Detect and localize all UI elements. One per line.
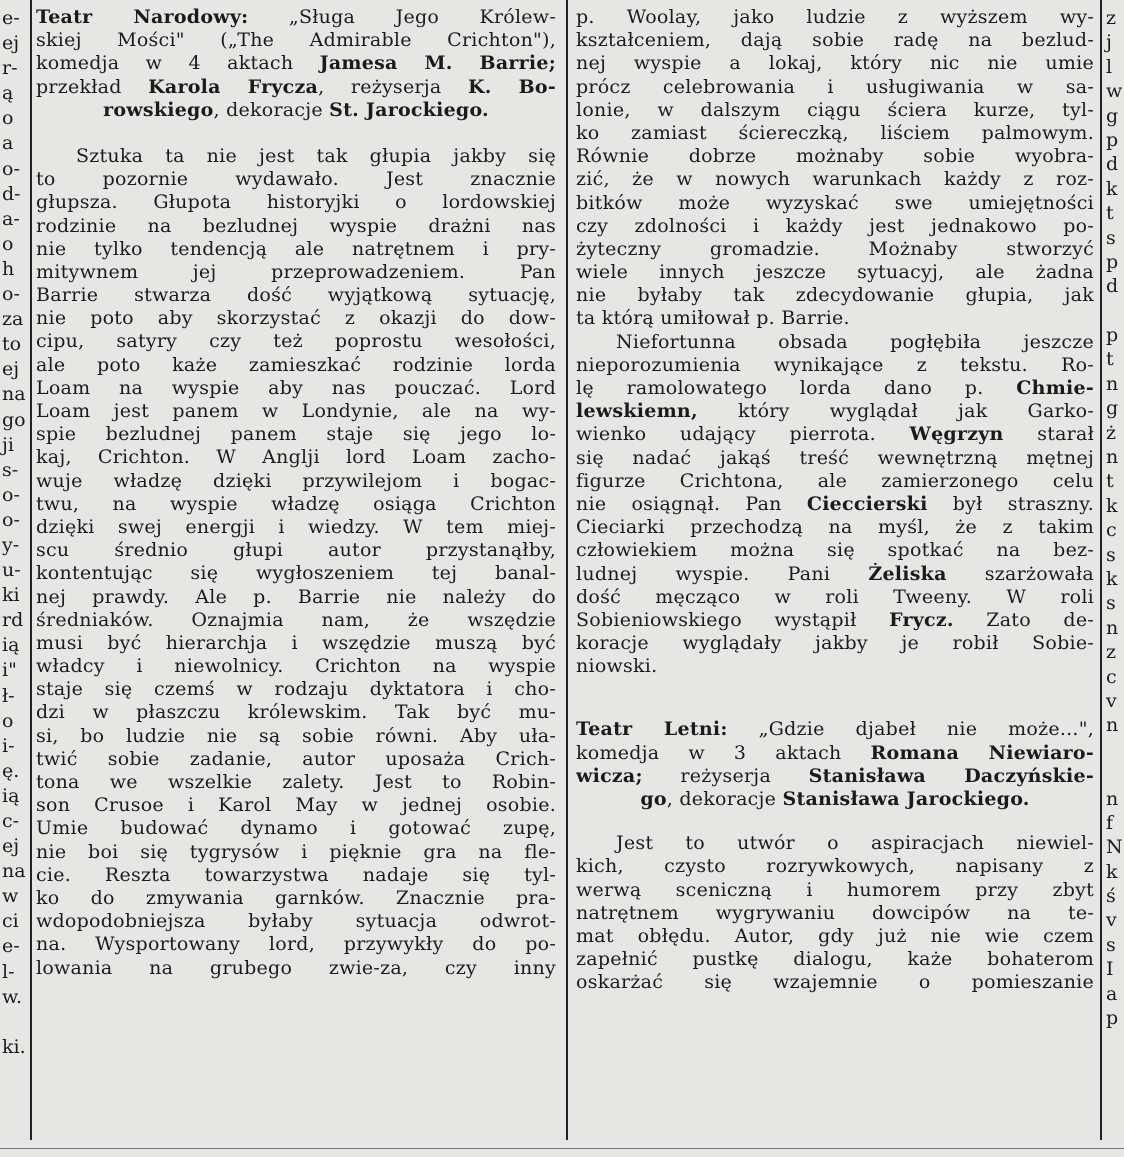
review-heading-narodowy <box>36 6 556 122</box>
text-line: tona we wszelkie zalety. Jest to Robin- <box>36 771 556 793</box>
text-run: reżyserja <box>642 764 809 787</box>
fragment-line: k <box>1106 567 1118 590</box>
fragment-line: v <box>1106 689 1117 712</box>
fragment-line: ą <box>2 82 14 105</box>
text-line: ko do zmywania garnków. Znacznie pra- <box>36 886 556 909</box>
text-run: który wyglądał jak Garko- <box>697 400 1094 423</box>
fragment-line: a <box>2 132 14 155</box>
text-line: Barrie stwarza dość wyjątkową sytuację, <box>36 284 556 307</box>
text-run: skiej Mości" („The Admirable Crichton"), <box>36 29 556 52</box>
fragment-line: z <box>1106 641 1117 664</box>
text-line <box>576 563 1094 586</box>
text-run: wienko udający pierrota. <box>576 423 910 446</box>
fragment-line: g <box>1106 104 1119 127</box>
fragment-line: ią <box>2 634 20 657</box>
fragment-line: w <box>2 885 19 908</box>
fragment-line: ci <box>2 910 19 933</box>
fragment-line: I <box>1106 958 1114 981</box>
text-line <box>36 76 556 99</box>
text-line: nie byłaby tak zdecydowanie głupia, jak <box>576 284 1094 307</box>
text-line <box>576 765 1094 788</box>
text-line: lonie, w dalszym ciągu ściera kurze, tyl- <box>576 98 1094 121</box>
fragment-line: d <box>1106 275 1119 298</box>
text-run: lę ramolowatego lorda dano p. <box>576 377 1017 399</box>
text-line: nie poto aby skorzystać z okazji do dow- <box>36 307 556 330</box>
text-line: dzięki swej energji i wiedzy. W tem miej- <box>36 515 556 538</box>
text-line <box>36 6 556 29</box>
fragment-line: o- <box>2 508 20 531</box>
text-line: kształceniem, dają sobie radę na bezlud- <box>576 29 1094 52</box>
text-line: władcy i niewolnicy. Crichton na wyspie <box>36 655 556 678</box>
fragment-line: c- <box>2 810 20 832</box>
fragment-line: o- <box>2 283 20 306</box>
fragment-line: i- <box>2 734 15 757</box>
fragment-line: rd <box>2 609 24 632</box>
bold-run: Romana Niewiaro- <box>870 741 1094 764</box>
text-run: starał <box>1003 423 1094 446</box>
text-run: człowiekiem można się spotkać na bez- <box>576 539 1094 562</box>
text-line: bitków może wyzyskać swe umiejętności <box>576 191 1094 214</box>
text-line: Umie budować dynamo i gotować zupę, <box>36 817 556 840</box>
text-line <box>576 400 1094 423</box>
fragment-line: s <box>1106 543 1116 566</box>
text-line: Sztuka ta nie jest tak głupia jakby się <box>76 144 556 167</box>
fragment-line: t <box>1106 348 1114 371</box>
text-line <box>576 586 1094 609</box>
text-run: nie osiągnął. Pan <box>576 492 807 515</box>
bold-run: Frycz. <box>889 608 954 631</box>
bold-run: Jamesa M. Barrie; <box>319 52 556 75</box>
text-line <box>576 377 1094 400</box>
text-line <box>576 470 1094 493</box>
fragment-line: n <box>1106 372 1119 395</box>
fragment-line: r- <box>2 57 18 80</box>
text-run: komedja w 3 aktach <box>576 741 871 764</box>
text-line <box>576 447 1094 470</box>
text-line: son Crusoe i Karol May w jednej osobie. <box>36 794 556 817</box>
fragment-line: go <box>2 408 26 431</box>
text-run: komedja w 4 aktach <box>36 52 320 75</box>
text-line <box>576 354 1094 377</box>
text-run: „Sługa Jego Królew- <box>248 6 556 28</box>
fragment-line: d- <box>2 182 21 205</box>
fragment-line: k <box>1106 494 1118 517</box>
text-line: natrętnem wygrywaniu dowcipów na te- <box>576 901 1094 924</box>
fragment-line: ki <box>2 584 20 607</box>
fragment-line: l- <box>2 960 15 983</box>
bold-run: Teatr Letni: <box>576 718 728 741</box>
text-line: ko zamiast ściereczką, liściem palmowym. <box>576 121 1094 144</box>
text-line <box>576 493 1094 516</box>
bold-run: St. Jarockiego. <box>329 98 489 121</box>
fragment-line: w. <box>2 985 23 1008</box>
fragment-line: o <box>2 107 14 130</box>
text-line <box>36 29 556 52</box>
text-line: oskarżać się wzajemnie o pomieszanie <box>576 971 1094 994</box>
text-line <box>576 516 1094 539</box>
bold-run: Węgrzyn <box>909 423 1004 446</box>
column-rule-middle <box>566 0 568 1140</box>
fragment-line: d <box>1106 153 1119 176</box>
fragment-line: N <box>1106 836 1123 859</box>
text-line: nie boi się tygrysów i pięknie gra na fle- <box>36 840 556 863</box>
fragment-line: ią <box>2 784 20 807</box>
review-body-letni <box>576 832 1094 994</box>
text-line: prócz celebrowania i usługiwania w sa- <box>576 75 1094 98</box>
text-run: figurze Crichtona, ale zamierzonego celu <box>576 469 1094 492</box>
text-line: p. Woolay, jako ludzie z wyższem wy- <box>576 6 1094 28</box>
text-line: mitywnem jej przeprowadzeniem. Pan <box>36 260 556 283</box>
fragment-line: o- <box>2 157 20 180</box>
fragment-line: t <box>1106 470 1114 493</box>
text-line <box>576 423 1094 446</box>
text-line: lowania na grubego zwie-za, czy inny <box>36 956 556 979</box>
fragment-line: a- <box>2 207 20 230</box>
text-line: Loam na wyspie aby nas pouczać. Lord <box>36 376 556 399</box>
text-line: spie bezludnej panem staje się jego lo- <box>36 423 556 446</box>
text-line: Równie dobrze możnaby sobie wyobra- <box>576 145 1094 168</box>
text-line: na. Wysportowany lord, przywykły do po- <box>36 933 556 956</box>
fragment-line: ej <box>2 32 20 55</box>
text-line: scu średnio głupi autor przystanąłby, <box>36 539 556 562</box>
fragment-line: s- <box>2 458 19 481</box>
fragment-line: v <box>1106 909 1117 932</box>
fragment-line: n <box>1106 714 1119 737</box>
fragment-line: a <box>1106 982 1118 1005</box>
text-line <box>576 609 1094 632</box>
fragment-line: ej <box>2 358 20 381</box>
text-line: wiele innych jeszcze sytuacyj, ale żadna <box>576 261 1094 284</box>
fragment-line: c <box>1106 519 1117 542</box>
text-run: Niefortunna obsada pogłębiła jeszcze <box>616 330 1094 353</box>
fragment-line: na <box>2 860 26 883</box>
text-run: „Gdzie djabeł nie może...", <box>727 718 1094 741</box>
text-line: wdopodobniejsza byłaby sytuacja odwrot- <box>36 910 556 933</box>
text-run: przekład <box>36 75 149 98</box>
text-line <box>576 539 1094 562</box>
fragment-line: n <box>1106 787 1119 810</box>
text-run: dość męcząco w roli Tweeny. W roli <box>576 585 1094 608</box>
fragment-line: y- <box>2 533 20 556</box>
text-line: musi być hierarchja i wszędzie muszą być <box>36 631 556 654</box>
text-line: cipu, satyry czy też poprostu wesołości, <box>36 330 556 353</box>
bold-run: rowskiego <box>103 98 214 121</box>
text-line: rodzinie na bezludnej wyspie drażni nas <box>36 214 556 237</box>
fragment-line: ł- <box>2 684 15 707</box>
page-bottom-rule <box>0 1148 1124 1149</box>
text-line: głupsza. Głupota historyjki o lordowskiej <box>36 191 556 214</box>
review-column-1 <box>36 6 556 980</box>
bold-run: wicza; <box>576 764 643 787</box>
fragment-line: f <box>1106 811 1114 834</box>
text-line: ta którą umiłował p. Barrie. <box>576 307 850 330</box>
text-line: nej prawdy. Ale p. Barrie nie należy do <box>36 585 556 608</box>
text-line: kaj, Crichton. W Anglji lord Loam zacho- <box>36 446 556 469</box>
text-line <box>36 99 556 122</box>
bold-run: Teatr Narodowy: <box>36 6 249 28</box>
fragment-line: k <box>1106 860 1118 883</box>
bold-run: Cieccierski <box>806 492 928 515</box>
fragment-line: za <box>2 308 24 331</box>
text-run: Cieciarki przechodzą na myśl, że z takim <box>576 516 1094 539</box>
text-run: Sobieniowskiego wystąpił <box>576 608 890 631</box>
left-column-fragment <box>0 6 28 1060</box>
fragment-line: w <box>1106 80 1123 103</box>
fragment-line: j <box>1106 31 1112 54</box>
text-line: nie tylko tendencją ale natrętnem i pry- <box>36 237 556 260</box>
fragment-line: to <box>2 333 22 356</box>
text-run: niowski. <box>576 655 658 678</box>
fragment-line <box>1100 762 1124 786</box>
fragment-line: p <box>1106 324 1119 347</box>
fragment-line: l <box>1106 55 1113 78</box>
text-line: werwą sceniczną i humorem przy zbyt <box>576 878 1094 901</box>
text-line: nej wyspie a lokaj, który nic nie umie <box>576 52 1094 75</box>
bold-run: Stanisława Jarockiego. <box>782 788 1030 810</box>
text-run: koracje wyglądały jakby je robił Sobie- <box>576 632 1094 655</box>
text-line <box>36 52 556 75</box>
fragment-line: k <box>1106 177 1118 200</box>
bold-run: K. Bo- <box>467 75 556 98</box>
text-line: staje się czemś w rodzaju dyktatora i cho- <box>36 678 556 701</box>
text-run: , dekoracje <box>666 788 783 810</box>
fragment-line: p <box>1106 1007 1119 1030</box>
fragment-line: o <box>2 709 14 732</box>
text-run: się nadać jakąś treść wewnętrzną mętnej <box>576 446 1094 469</box>
fragment-line: ę. <box>2 759 20 782</box>
text-line <box>576 632 1094 655</box>
text-line <box>576 655 1094 678</box>
text-line <box>576 742 1094 765</box>
text-line: to pozornie wydawało. Jest znacznie <box>36 168 556 191</box>
text-line: si, bo ludzie nie są sobie równi. Aby uła- <box>36 724 556 747</box>
fragment-line: s <box>1106 592 1116 615</box>
review-heading-letni <box>576 718 1094 811</box>
fragment-line: z <box>1106 7 1117 29</box>
column-rule-left <box>30 0 32 1140</box>
fragment-line: i" <box>2 659 17 682</box>
fragment-line: ji <box>2 433 14 456</box>
fragment-line: o- <box>2 483 20 506</box>
text-line: Loam jest panem w Londynie, ale na wy- <box>36 400 556 422</box>
text-line: twić sobie zadanie, autor uposaża Crich- <box>36 747 556 770</box>
fragment-line: n <box>1106 616 1119 639</box>
text-line: wuje władzę dzięki przywilejom i bogac- <box>36 469 556 492</box>
fragment-line: ki. <box>2 1035 26 1058</box>
text-run: ludnej wyspie. Pani <box>576 562 869 585</box>
text-line <box>576 788 1094 811</box>
fragment-line <box>1100 738 1124 762</box>
text-line <box>576 331 1094 354</box>
fragment-line: h <box>2 257 15 280</box>
text-line: twu, na wyspie władzę osiąga Crichton <box>36 492 556 515</box>
review-body-cast <box>576 331 1094 679</box>
fragment-line: s <box>1106 933 1116 956</box>
text-run: , dekoracje <box>213 98 330 121</box>
fragment-line: o <box>2 232 14 255</box>
text-run: , reżyserja <box>318 75 468 98</box>
text-line: mat obłędu. Autor, gdy już nie wie czem <box>576 924 1094 947</box>
fragment-line: ż <box>1106 421 1117 444</box>
text-line: zapełnić pustkę dialogu, każe bohaterom <box>576 948 1094 971</box>
review-column-2 <box>576 6 1094 995</box>
fragment-line: na <box>2 383 26 406</box>
fragment-line: n <box>1106 446 1119 469</box>
text-line: Jest to utwór o aspiracjach niewiel- <box>616 832 1094 855</box>
fragment-line: e- <box>2 935 20 958</box>
text-line: kontentując się wygłoszeniem tej banal- <box>36 562 556 585</box>
bold-run: Żeliska <box>868 562 947 585</box>
fragment-line: ej <box>2 835 20 858</box>
fragment-line: e- <box>2 7 20 29</box>
review-body-narodowy-continued <box>576 6 1094 331</box>
fragment-line: u- <box>2 559 21 582</box>
text-line: ale poto każe zamieszkać rodzinie lorda <box>36 353 556 376</box>
fragment-line: c <box>1106 665 1117 688</box>
bold-run: go <box>640 788 667 810</box>
text-line: średniaków. Oznajmia nam, że wszędzie <box>36 608 556 631</box>
fragment-line: t <box>1106 202 1114 225</box>
text-line: zić, że w nowych warunkach każdy z roz- <box>576 168 1094 191</box>
fragment-line: p <box>1106 128 1119 151</box>
text-line: czy zdolności i każdy jest jednakowo po- <box>576 214 1094 237</box>
text-run: szarżowała <box>946 562 1094 585</box>
review-body-narodowy <box>36 145 556 980</box>
fragment-line: g <box>1106 397 1119 420</box>
right-column-fragment <box>1100 6 1124 1030</box>
bold-run: Stanisława Daczyńskie- <box>808 764 1094 787</box>
fragment-line: p <box>1106 250 1119 273</box>
text-line: żyteczny gromadzie. Możnaby stworzyć <box>576 237 1094 260</box>
fragment-line <box>0 1010 28 1035</box>
fragment-line: ś <box>1106 885 1116 908</box>
bold-run: lewskiemn, <box>576 400 698 423</box>
text-line: kich, czysto rozrywkowych, napisany z <box>576 855 1094 878</box>
text-run: był straszny. <box>927 492 1094 515</box>
text-line: cie. Reszta towarzystwa nadaje się tyl- <box>36 863 556 886</box>
fragment-line: s <box>1106 226 1116 249</box>
fragment-line <box>1100 299 1124 323</box>
text-line <box>576 718 1094 741</box>
text-line: dzi w płaszczu królewskim. Tak być mu- <box>36 701 556 724</box>
text-run: nieporozumienia wynikające z tekstu. Ro- <box>576 353 1094 376</box>
bold-run: Chmie- <box>1016 377 1094 399</box>
bold-run: Karola Frycza <box>148 75 319 98</box>
text-run: Zato de- <box>953 608 1094 631</box>
